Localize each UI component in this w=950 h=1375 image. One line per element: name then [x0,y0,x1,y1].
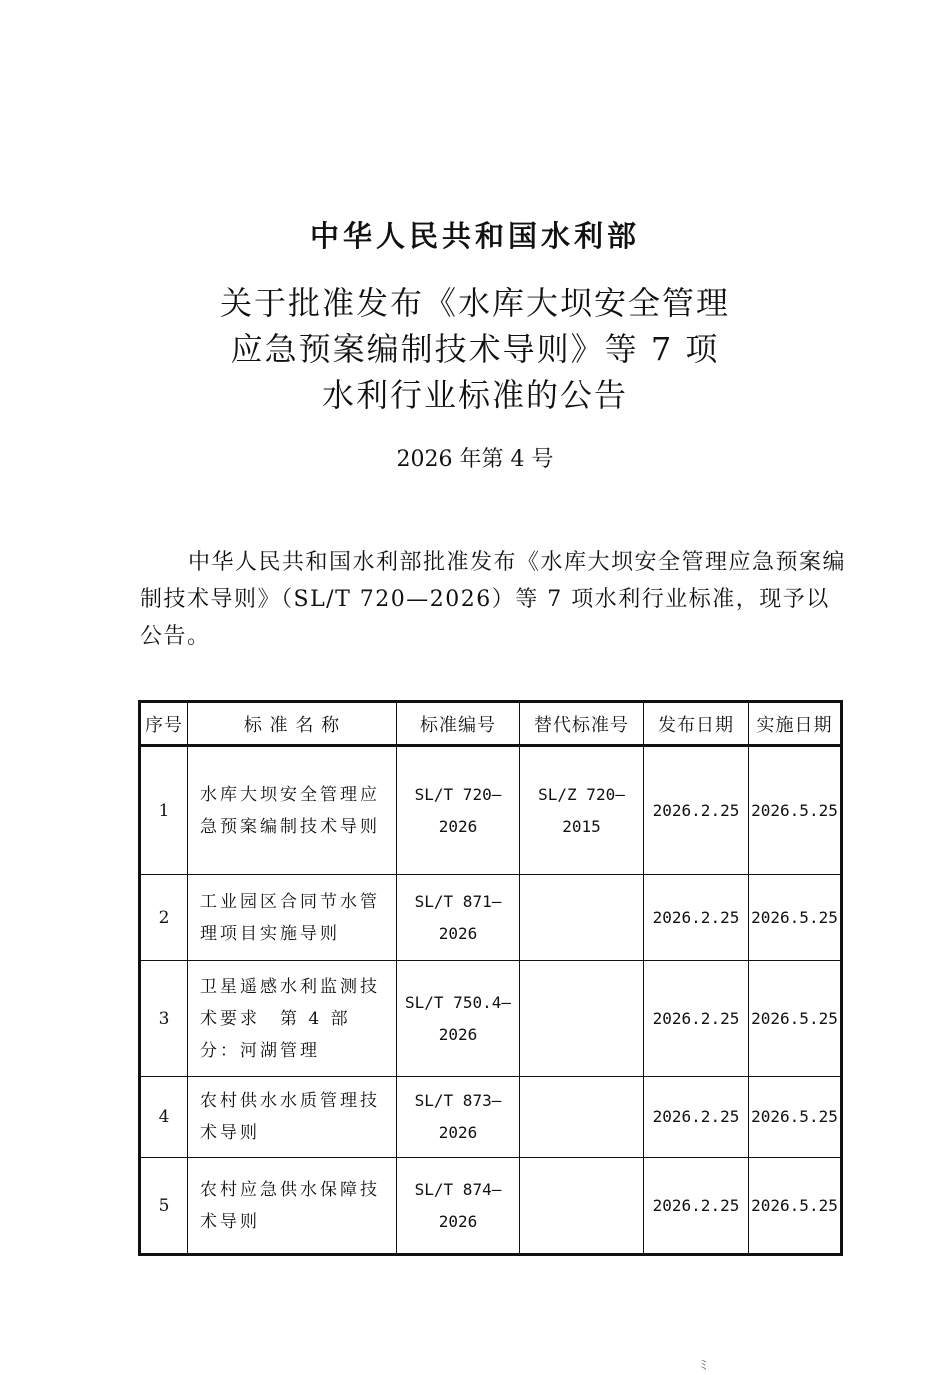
row-index: 5 [140,1158,188,1255]
publish-date: 2026.2.25 [644,961,749,1077]
standard-code: SL/T 750.4—2026 [397,961,520,1077]
standards-table [138,700,843,1256]
header-effective: 实施日期 [749,702,842,746]
publish-date: 2026.2.25 [644,1077,749,1158]
title-line-1: 关于批准发布《水库大坝安全管理 [219,284,730,322]
publish-date: 2026.2.25 [644,1158,749,1255]
replaced-standard [520,961,644,1077]
scan-mark: ﾐ [700,1358,707,1374]
title-line-2: 应急预案编制技术导则》等 7 项 [230,330,720,368]
standard-name: 工业园区合同节水管理项目实施导则 [188,875,397,961]
issuing-org: 中华人民共和国水利部 [309,219,640,253]
standard-name: 卫星遥感水利监测技术要求 第 4 部分：河湖管理 [188,961,397,1077]
document-number: 2026 年第 4 号 [396,447,554,472]
effective-date: 2026.5.25 [749,875,842,961]
standard-name: 水库大坝安全管理应急预案编制技术导则 [188,746,397,875]
row-index: 3 [140,961,188,1077]
effective-date: 2026.5.25 [749,961,842,1077]
replaced-standard: SL/Z 720—2015 [520,746,644,875]
standard-code: SL/T 873—2026 [397,1077,520,1158]
row-index: 2 [140,875,188,961]
row-index: 1 [140,746,188,875]
standard-code: SL/T 871—2026 [397,875,520,961]
header-name: 标 准 名 称 [188,702,397,746]
announcement-paragraph: 中华人民共和国水利部批准发布《水库大坝安全管理应急预案编制技术导则》（SL/T 720—2026）等 7 项水利行业标准，现予以公告。 [140,550,847,649]
table-row [140,1077,842,1158]
publish-date: 2026.2.25 [644,746,749,875]
replaced-standard [520,875,644,961]
header-published: 发布日期 [644,702,749,746]
effective-date: 2026.5.25 [749,1158,842,1255]
replaced-standard [520,1158,644,1255]
effective-date: 2026.5.25 [749,746,842,875]
header-index: 序号 [140,702,188,746]
announcement-title [0,280,950,418]
table-row [140,875,842,961]
header-code: 标准编号 [397,702,520,746]
title-line-3: 水利行业标准的公告 [321,376,628,414]
standard-code: SL/T 720—2026 [397,746,520,875]
effective-date: 2026.5.25 [749,1077,842,1158]
row-index: 4 [140,1077,188,1158]
table-row [140,961,842,1077]
standard-code: SL/T 874—2026 [397,1158,520,1255]
table-header-row [140,702,842,746]
standard-name: 农村供水水质管理技术导则 [188,1077,397,1158]
standard-name: 农村应急供水保障技术导则 [188,1158,397,1255]
table-row [140,1158,842,1255]
publish-date: 2026.2.25 [644,875,749,961]
table-row [140,746,842,875]
header-replaces: 替代标准号 [520,702,644,746]
replaced-standard [520,1077,644,1158]
